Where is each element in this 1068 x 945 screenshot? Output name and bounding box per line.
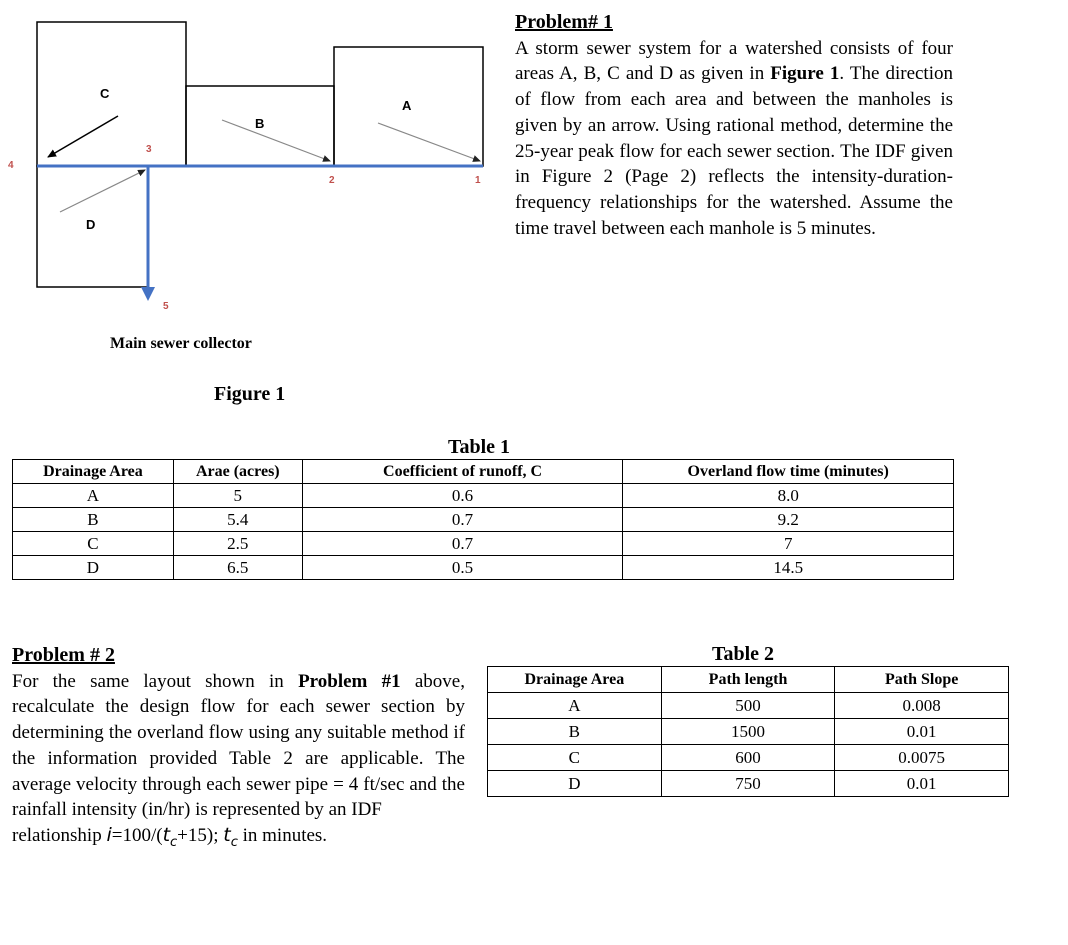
table-row — [13, 484, 954, 508]
problem-2-text-f: in minutes. — [237, 824, 328, 846]
table-2 — [487, 666, 1009, 797]
table-row — [488, 771, 1009, 797]
table-row — [13, 532, 954, 556]
table-2-header-row — [488, 667, 1009, 693]
table-cell: 5 — [173, 484, 302, 508]
table-2-header-cell: Path Slope — [835, 667, 1009, 693]
manhole-label-5: 5 — [163, 301, 169, 312]
table-1-header-cell: Overland flow time (minutes) — [623, 460, 954, 484]
flow-arrow-b — [222, 120, 330, 161]
table-cell: 8.0 — [623, 484, 954, 508]
flow-arrow-d — [60, 170, 145, 212]
table-cell: 750 — [661, 771, 835, 797]
table-cell: 14.5 — [623, 556, 954, 580]
table-2-header-cell: Drainage Area — [488, 667, 662, 693]
flow-arrow-a — [378, 123, 480, 161]
table-row — [488, 745, 1009, 771]
table-cell: 0.01 — [835, 771, 1009, 797]
area-label-b: B — [255, 116, 265, 131]
table-cell: 0.7 — [302, 532, 623, 556]
table-cell: 0.5 — [302, 556, 623, 580]
table-1-title: Table 1 — [448, 436, 511, 458]
area-label-c: C — [100, 86, 110, 101]
table-cell: 2.5 — [173, 532, 302, 556]
table-cell: D — [488, 771, 662, 797]
table-cell: B — [13, 508, 174, 532]
problem-2-text-a: For the same layout shown in — [12, 670, 299, 692]
table-row — [13, 556, 954, 580]
problem-1 — [515, 10, 953, 241]
table-1-header-cell: Drainage Area — [13, 460, 174, 484]
variable-i: i — [106, 823, 112, 846]
problem-2-title: Problem # 2 — [12, 644, 115, 666]
variable-tc-subscript: c — [170, 834, 178, 850]
table-cell: A — [13, 484, 174, 508]
table-cell: 9.2 — [623, 508, 954, 532]
problem-1-figure-ref: Figure 1 — [770, 63, 840, 85]
table-1-header-cell: Arae (acres) — [173, 460, 302, 484]
flow-arrow-c — [48, 116, 118, 157]
problem-2-text-b: above, recalculate the design flow for each sewer section by determining the overland flow using any suitable method if the information provided Table 2 are applicable. The average velocity through each sewer pipe = 4 ft/sec and the rainfall intensity (in/hr) is represented by an IDF — [12, 670, 465, 821]
problem-1-text-a: A storm sewer system for a watershed consists of four areas A, B, C and D as given in — [515, 37, 953, 85]
table-cell: 0.7 — [302, 508, 623, 532]
table-cell: 0.0075 — [835, 745, 1009, 771]
table-row — [13, 508, 954, 532]
table-1-header-cell: Coefficient of runoff, C — [302, 460, 623, 484]
manhole-label-2: 2 — [329, 175, 335, 186]
table-2-header-cell: Path length — [661, 667, 835, 693]
problem-1-text-b: . The direction of flow from each area and between the manholes is given by an arrow. Using rational method, determine the 25-year peak flow for each sewer section. The IDF given in Figure 2 (Page 2) reflects the intensity-duration-frequency relationships for the watershed. Assume the time travel between each manhole is 5 minutes. — [515, 63, 953, 239]
table-cell: 6.5 — [173, 556, 302, 580]
figure-caption: Figure 1 — [214, 383, 286, 405]
variable-tc: t — [162, 823, 171, 846]
problem-2-text-e: +15); — [177, 824, 224, 846]
table-cell: 0.6 — [302, 484, 623, 508]
problem-2-problem-ref: Problem #1 — [298, 670, 401, 692]
variable-tc-2: t — [223, 823, 231, 846]
table-1-header-row — [13, 460, 954, 484]
table-row — [488, 693, 1009, 719]
table-cell: 500 — [661, 693, 835, 719]
problem-2-text-c: relationship — [12, 824, 107, 846]
table-cell: A — [488, 693, 662, 719]
table-row — [488, 719, 1009, 745]
table-cell: 0.008 — [835, 693, 1009, 719]
problem-2-text-d: =100/( — [111, 824, 163, 846]
manhole-label-4: 4 — [8, 160, 14, 171]
table-cell: 600 — [661, 745, 835, 771]
area-c-box — [37, 22, 186, 166]
manhole-label-3: 3 — [146, 144, 152, 155]
variable-tc-2-subscript: c — [230, 834, 238, 850]
area-label-a: A — [402, 98, 412, 113]
table-cell: B — [488, 719, 662, 745]
problem-2-idf-relationship — [12, 823, 465, 856]
table-cell: 0.01 — [835, 719, 1009, 745]
main-sewer-collector-label: Main sewer collector — [110, 335, 252, 352]
table-cell: 1500 — [661, 719, 835, 745]
table-cell: C — [13, 532, 174, 556]
problem-2 — [12, 643, 465, 855]
figure-1-diagram — [0, 0, 505, 420]
table-1 — [12, 459, 954, 580]
table-cell: 7 — [623, 532, 954, 556]
table-cell: 5.4 — [173, 508, 302, 532]
problem-1-title: Problem# 1 — [515, 11, 613, 33]
table-cell: D — [13, 556, 174, 580]
table-cell: C — [488, 745, 662, 771]
manhole-label-1: 1 — [475, 175, 481, 186]
table-2-title: Table 2 — [712, 643, 775, 665]
area-label-d: D — [86, 217, 96, 232]
